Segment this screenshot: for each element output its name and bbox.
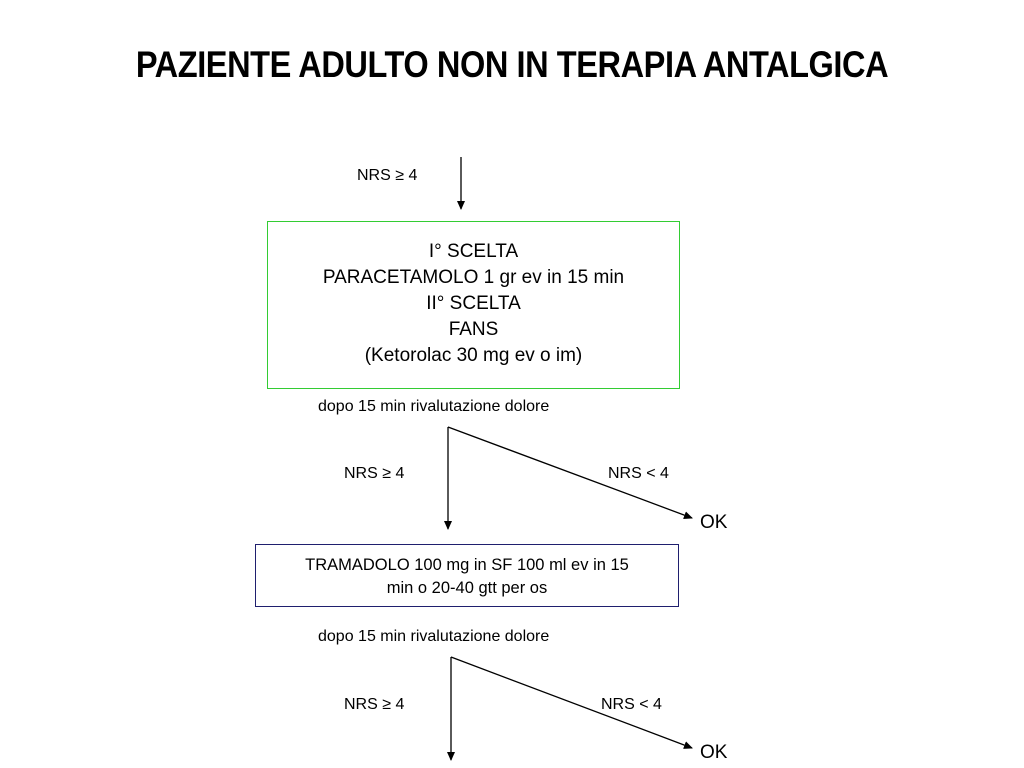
branch-2-left-label: NRS ≥ 4: [344, 696, 405, 713]
branch-1-outcome: OK: [700, 512, 728, 533]
reassessment-note-1: dopo 15 min rivalutazione dolore: [318, 398, 550, 415]
slide-title: PAZIENTE ADULTO NON IN TERAPIA ANTALGICA: [135, 44, 889, 85]
branch-2-right-label: NRS < 4: [601, 696, 662, 713]
second-choice-detail: (Ketorolac 30 mg ev o im): [364, 345, 583, 366]
branch-1-left-label: NRS ≥ 4: [344, 465, 405, 482]
branch-1-right-label: NRS < 4: [608, 465, 669, 482]
first-choice-box: [267, 221, 680, 389]
tramadol-box: [255, 544, 679, 607]
tramadol-line-2: min o 20-40 gtt per os: [386, 579, 548, 597]
tramadol-line-1: TRAMADOLO 100 mg in SF 100 ml ev in 15: [305, 556, 629, 574]
reassessment-note-2: dopo 15 min rivalutazione dolore: [318, 628, 550, 645]
second-choice-heading: II° SCELTA: [426, 293, 521, 314]
first-choice-heading: I° SCELTA: [428, 241, 519, 262]
entry-condition: NRS ≥ 4: [357, 167, 418, 184]
second-choice-drug: FANS: [448, 319, 499, 340]
first-choice-drug: PARACETAMOLO 1 gr ev in 15 min: [322, 267, 625, 288]
branch-2-outcome: OK: [700, 742, 728, 763]
